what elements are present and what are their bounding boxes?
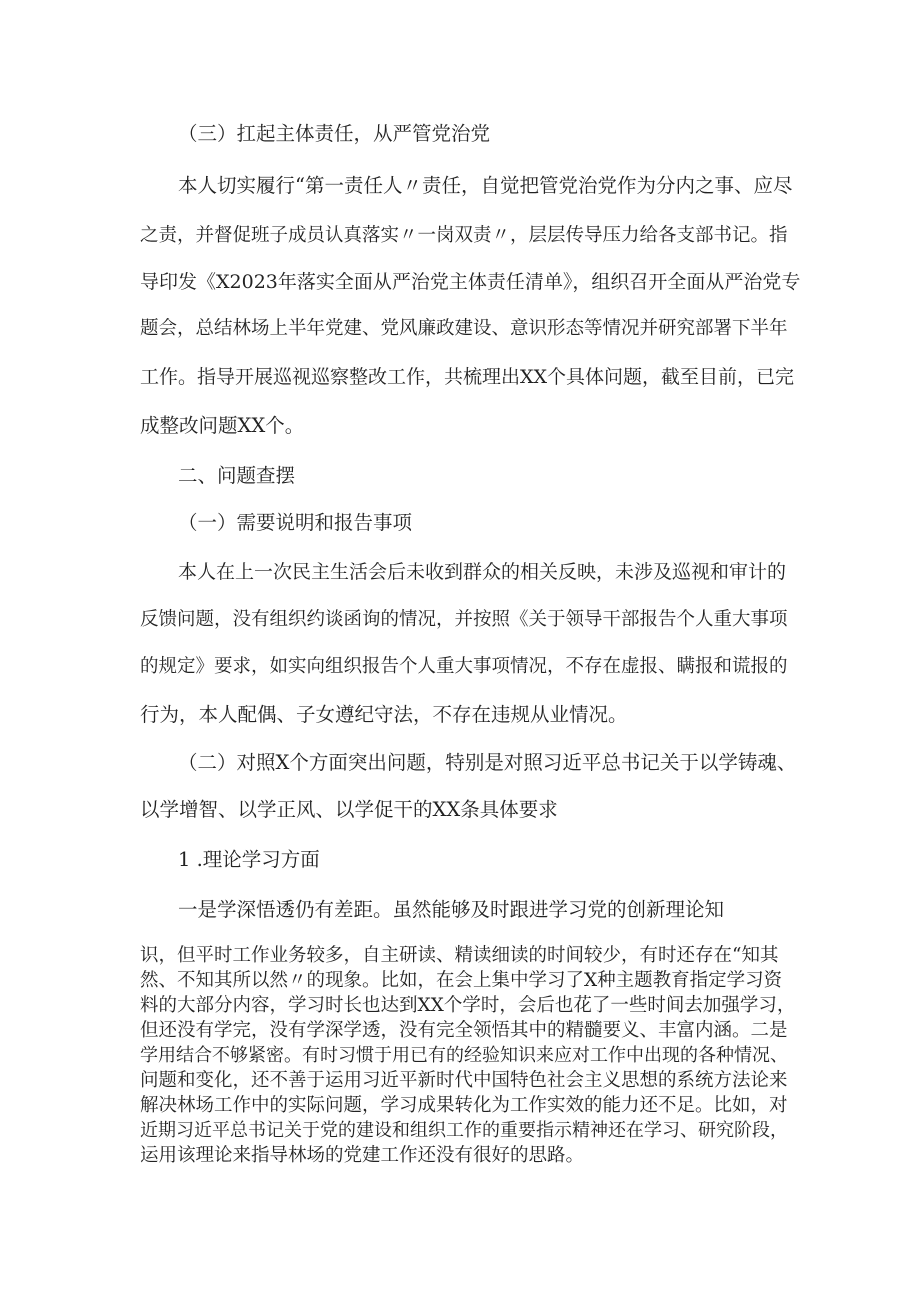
paragraph-line: 解决林场工作中的实际问题，学习成果转化为工作实效的能力还不足。比如，对 xyxy=(140,1095,788,1116)
paragraph-line: 近期习近平总书记关于党的建设和组织工作的重要指示精神还在学习、研究阶段， xyxy=(140,1120,788,1141)
paragraph-line: 识，但平时工作业务较多，自主研读、精读细读的时间较少，有时还存在“知其 xyxy=(140,945,779,966)
paragraph-line: 的规定》要求，如实向组织报告个人重大事项情况，不存在虚报、瞒报和谎报的 xyxy=(140,656,788,677)
section-3-heading: （三）扛起主体责任，从严管党治党 xyxy=(178,122,491,145)
paragraph-line: 学用结合不够紧密。有时习惯于用已有的经验知识来应对工作中出现的各种情况、 xyxy=(140,1045,788,1066)
sub-1-heading: （一）需要说明和报告事项 xyxy=(178,511,413,534)
sub-2-heading-line: 以学增智、以学正风、以学促干的XX条具体要求 xyxy=(140,798,558,821)
sub-2-heading-line: （二）对照X个方面突出问题，特别是对照习近平总书记关于以学铸魂、 xyxy=(178,751,797,774)
part-2-heading: 二、问题查摆 xyxy=(178,464,296,487)
paragraph-line: 运用该理论来指导林场的党建工作还没有很好的思路。 xyxy=(140,1145,585,1166)
paragraph-line: 本人在上一次民主生活会后未收到群众的相关反映，未涉及巡视和审计的 xyxy=(178,561,787,583)
paragraph-line: 题会，总结林场上半年党建、党风廉政建设、意识形态等情况并研究部署下半年 xyxy=(140,318,788,339)
paragraph-line: 之责，并督促班子成员认真落实〃一岗双责〃，层层传导压力给各支部书记。指 xyxy=(140,225,788,246)
paragraph-line: 工作。指导开展巡视巡察整改工作，共梳理出XX个具体问题，截至目前，已完 xyxy=(140,366,795,388)
item-1-heading: 1 .理论学习方面 xyxy=(178,848,320,871)
paragraph-line: 成整改问题XX个。 xyxy=(140,414,305,437)
paragraph-line: 行为，本人配偶、子女遵纪守法，不存在违规从业情况。 xyxy=(140,703,628,726)
paragraph-line: 料的大部分内容，学习时长也达到XX个学时，会后也花了一些时间去加强学习， xyxy=(140,995,796,1016)
paragraph-line: 但还没有学完，没有学深学透，没有完全领悟其中的精髓要义、丰富内涵。二是 xyxy=(140,1020,788,1041)
paragraph-line: 反馈问题，没有组织约谈函询的情况，并按照《关于领导干部报告个人重大事项 xyxy=(140,609,788,630)
paragraph-line: 本人切实履行“第一责任人〃责任，自觉把管党治党作为分内之事、应尽 xyxy=(178,174,793,197)
paragraph-line: 导印发《X2023年落实全面从严治党主体责任清单》，组织召开全面从严治党专 xyxy=(140,271,801,293)
paragraph-line: 问题和变化，还不善于运用习近平新时代中国特色社会主义思想的系统方法论来 xyxy=(140,1070,788,1091)
paragraph-line: 然、不知其所以然〃的现象。比如，在会上集中学习了X种主题教育指定学习资 xyxy=(140,970,783,991)
paragraph-line: 一是学深悟透仍有差距。虽然能够及时跟进学习党的创新理论知 xyxy=(178,898,725,921)
